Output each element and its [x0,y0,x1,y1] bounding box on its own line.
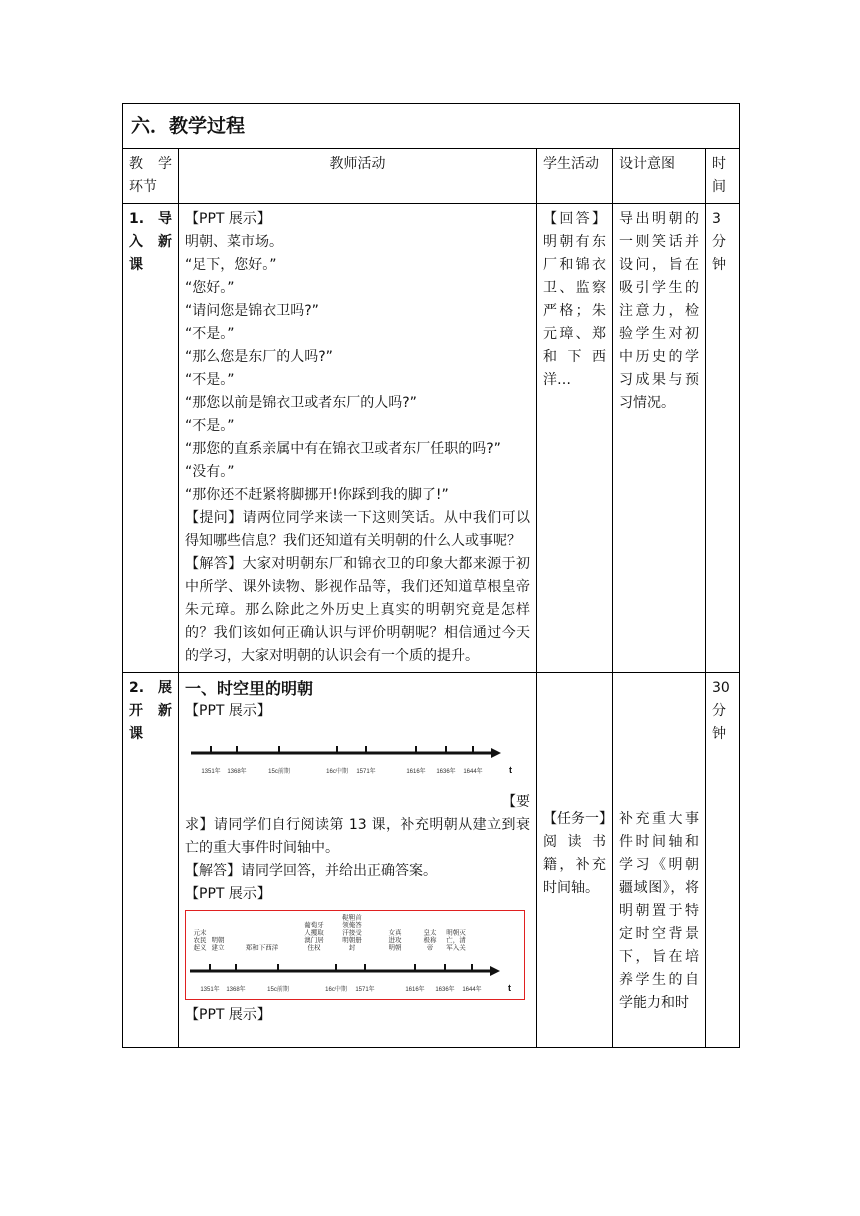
table-row-intro [123,204,740,673]
timeline-event-label: 郑和下西洋 [245,943,279,952]
timeline-tick-label: 1644年 [463,769,483,775]
timeline-axis-label: t [509,765,512,775]
text-line: 【PPT 展示】 [185,211,271,227]
table-row-new-lesson [123,673,740,1048]
stage-intro: 1. 导入 新课 [123,204,179,673]
timeline-tick-label: 1351年 [200,987,220,993]
timeline-arrow [491,748,501,758]
timeline-tick-label: 16c中期 [326,769,348,775]
timeline-tick-label: 15c前期 [268,769,290,775]
design-intent-new-lesson: 补充重大事件时间轴和学习《明朝疆域图》，将明朝置于特定时空背景下，旨在培养学生的自学能力和时 [613,673,706,1048]
header-time: 时 间 [706,149,740,204]
timeline-event-label: 元末农民起义 [193,928,207,952]
text-line: “不是。” [185,372,235,388]
text-line: 明朝、菜市场。 [185,234,283,250]
subsection-heading: 一、时空里的明朝 [185,679,314,698]
header-teacher: 教师活动 [179,149,537,204]
timeline-event-label: 明朝灭亡，清军入关 [446,928,466,952]
stage-new-lesson: 2. 展开 新课 [123,673,179,1048]
timeline-axis-label: t [508,983,511,993]
time-new-lesson: 30 分钟 [706,673,740,1048]
timeline-event-label: 鞑靼首领俺答汗接受明朝册封 [342,913,362,952]
text-line: “不是。” [185,326,235,342]
question-paragraph: 【提问】请两位同学来读一下这则笑话。从中我们可以得知哪些信息？我们还知道有关明朝的什么人或事呢？ [185,510,530,549]
blank-timeline [191,729,521,789]
teacher-activity-intro [179,204,537,673]
timeline-tick-label: 1636年 [436,769,456,775]
timeline-tick-label: 1616年 [406,769,426,775]
timeline-arrow [490,966,500,976]
answer-paragraph: 【解答】大家对明朝东厂和锦衣卫的印象大都来源于初中所学、课外读物、影视作品等，我们还知道草根皇帝朱元璋。那么除此之外历史上真实的明朝究竟是怎样的？我们该如何正确认识与评价明朝呢？相信通过今天的学习，大家对明朝的认识会有一个质的提升。 [185,556,530,664]
text-line: “那您以前是锦衣卫或者东厂的人吗?” [185,395,417,411]
requirement-text: 求】请同学们自行阅读第 13 课，补充明朝从建立到衰亡的重大事件时间轴中。 [185,817,530,856]
header-stage: 教 学 环节 [123,149,179,204]
timeline-event-label: 皇太极称帝 [423,928,437,952]
lesson-page [122,103,739,1048]
text-line: “请问您是锦衣卫吗?” [185,303,319,319]
timeline-tick-label: 15c前期 [267,987,289,993]
requirement-tag: 【要 [502,794,530,810]
header-intent: 设计意图 [613,149,706,204]
teacher-activity-new-lesson [179,673,537,1048]
ppt-show-label: 【PPT 展示】 [185,886,271,902]
design-intent-intro: 导出明朝的一则笑话并设问，旨在吸引学生的注意力，检验学生对初中历史的学习成果与预习情况。 [613,204,706,673]
timeline-tick-label: 1571年 [355,987,375,993]
filled-timeline [185,910,525,1000]
ppt-show-label: 【PPT 展示】 [185,1007,271,1023]
table-header-row [123,149,740,204]
text-line: “那么您是东厂的人吗?” [185,349,333,365]
timeline-event-label: 葡萄牙人攫取澳门居住权 [304,921,324,952]
section-title: 六．教学过程 [123,104,740,149]
ppt-show-label: 【PPT 展示】 [185,703,271,719]
timeline-tick-label: 16c中期 [325,987,347,993]
text-line: “那你还不赶紧将脚挪开!你踩到我的脚了!” [185,487,449,503]
text-line: “没有。” [185,464,235,480]
timeline-tick-label: 1368年 [226,987,246,993]
timeline-tick-label: 1571年 [356,769,376,775]
student-activity-intro: 【回答】明朝有东厂和锦衣卫、监察严格；朱元璋、郑和下西洋… [537,204,613,673]
teaching-process-table [122,103,740,1048]
timeline-tick-label: 1368年 [227,769,247,775]
text-line: “不是。” [185,418,235,434]
timeline-event-label: 明朝建立 [211,936,225,952]
timeline-tick-label: 1351年 [201,769,221,775]
header-student: 学生活动 [537,149,613,204]
timeline-event-label: 女真进攻明朝 [388,928,402,952]
text-line: “您好。” [185,280,235,296]
student-activity-new-lesson: 【任务一】阅读书籍，补充时间轴。 [537,673,613,1048]
text-line: “那您的直系亲属中有在锦衣卫或者东厂任职的吗?” [185,441,501,457]
answer-text: 【解答】请同学回答，并给出正确答案。 [185,863,437,879]
time-intro: 3 分钟 [706,204,740,673]
timeline-tick-label: 1644年 [462,987,482,993]
text-line: “足下，您好。” [185,257,277,273]
timeline-tick-label: 1636年 [435,987,455,993]
timeline-tick-label: 1616年 [405,987,425,993]
